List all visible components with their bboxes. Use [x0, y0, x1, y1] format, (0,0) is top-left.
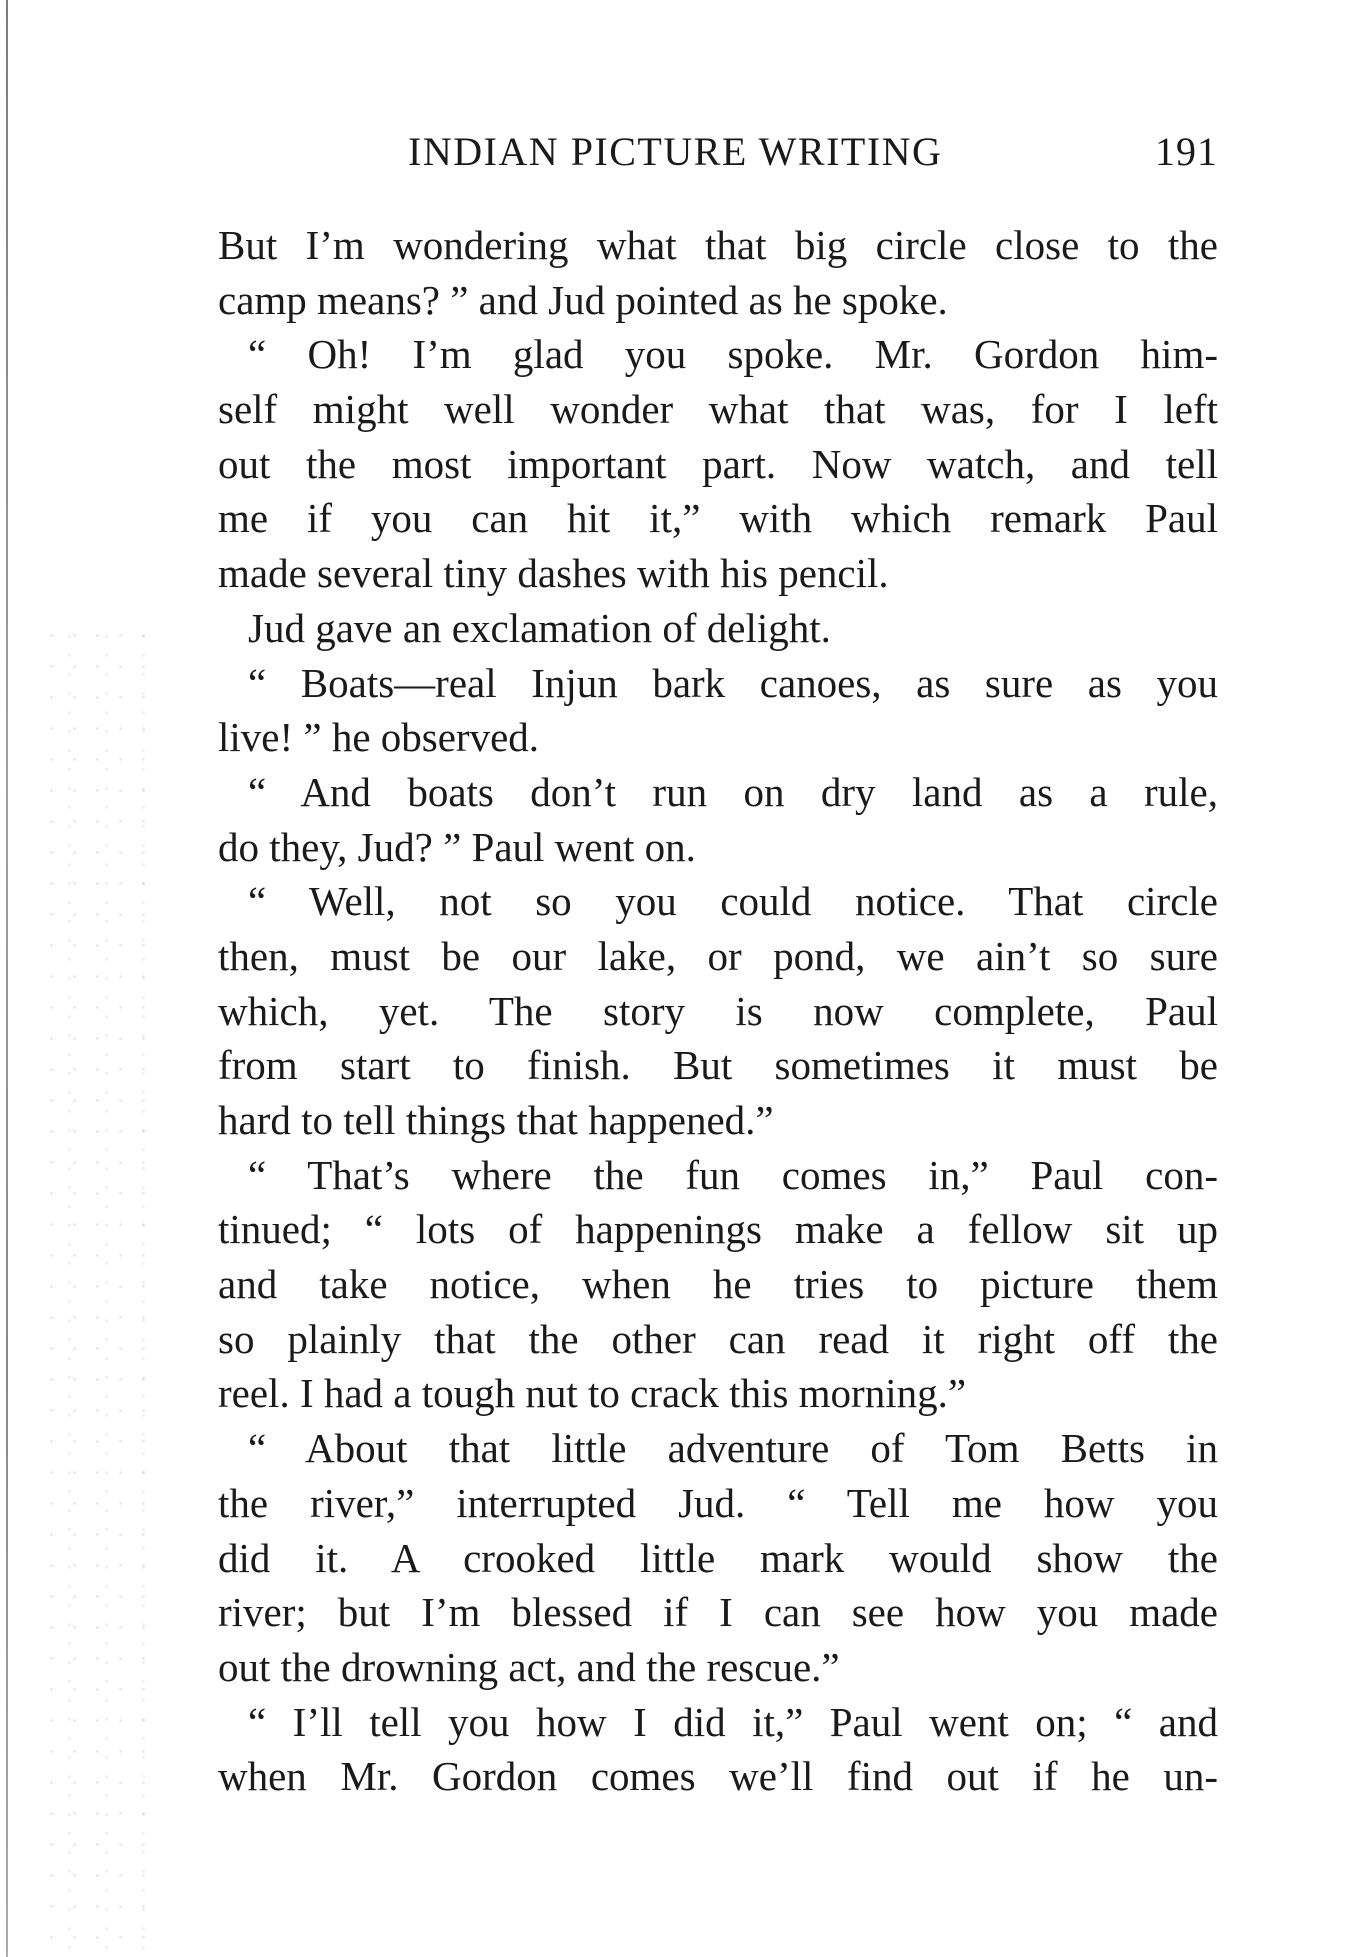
text-line: “ Well, not so you could notice. That circle	[248, 878, 1218, 925]
text-line: out the drowning act, and the rescue.”	[218, 1643, 840, 1690]
text-line: did it. A crooked little mark would show the	[218, 1534, 1218, 1581]
text-line: “ About that little adventure of Tom Betts in	[248, 1425, 1218, 1472]
text-line: and take notice, when he tries to picture them	[218, 1261, 1218, 1308]
text-line: which, yet. The story is now complete, Paul	[218, 987, 1218, 1034]
text-line: me if you can hit it,” with which remark Paul	[218, 495, 1218, 542]
body-text	[218, 218, 1218, 1804]
text-line: “ That’s where the fun comes in,” Paul con-	[248, 1151, 1218, 1198]
text-line: river; but I’m blessed if I can see how you made	[218, 1589, 1218, 1636]
text-line: from start to finish. But sometimes it must be	[218, 1042, 1218, 1089]
running-title: INDIAN PICTURE WRITING	[408, 129, 943, 174]
text-line: the river,” interrupted Jud. “ Tell me how you	[218, 1479, 1218, 1526]
text-line: “ Boats—real Injun bark canoes, as sure as you	[248, 659, 1218, 706]
text-line: “ And boats don’t run on dry land as a rule,	[248, 768, 1218, 815]
text-line: when Mr. Gordon comes we’ll find out if he un-	[218, 1753, 1218, 1800]
running-head	[218, 128, 1218, 188]
text-line: made several tiny dashes with his pencil.	[218, 550, 889, 597]
text-line: self might well wonder what that was, for I left	[218, 386, 1218, 433]
text-line: live! ” he observed.	[218, 714, 540, 761]
text-line: hard to tell things that happened.”	[218, 1097, 774, 1143]
text-line: do they, Jud? ” Paul went on.	[218, 823, 696, 870]
text-line: then, must be our lake, or pond, we ain’t so sure	[218, 932, 1218, 979]
page-binding-edge	[6, 0, 8, 1957]
text-line: camp means? ” and Jud pointed as he spoke.	[218, 276, 948, 323]
text-line: tinued; “ lots of happenings make a fellow sit up	[218, 1206, 1218, 1253]
text-line: “ Oh! I’m glad you spoke. Mr. Gordon him-	[248, 331, 1218, 378]
text-line: Jud gave an exclamation of delight.	[248, 604, 831, 651]
text-line: “ I’ll tell you how I did it,” Paul went on; “ and	[248, 1698, 1218, 1745]
text-line: reel. I had a tough nut to crack this morning.”	[218, 1370, 967, 1417]
text-line: so plainly that the other can read it right off the	[218, 1315, 1218, 1362]
text-line: But I’m wondering what that big circle close to the	[218, 222, 1218, 268]
paper-speckle-texture	[40, 620, 150, 1950]
page-number: 191	[1155, 129, 1218, 174]
text-line: out the most important part. Now watch, and tell	[218, 440, 1218, 487]
